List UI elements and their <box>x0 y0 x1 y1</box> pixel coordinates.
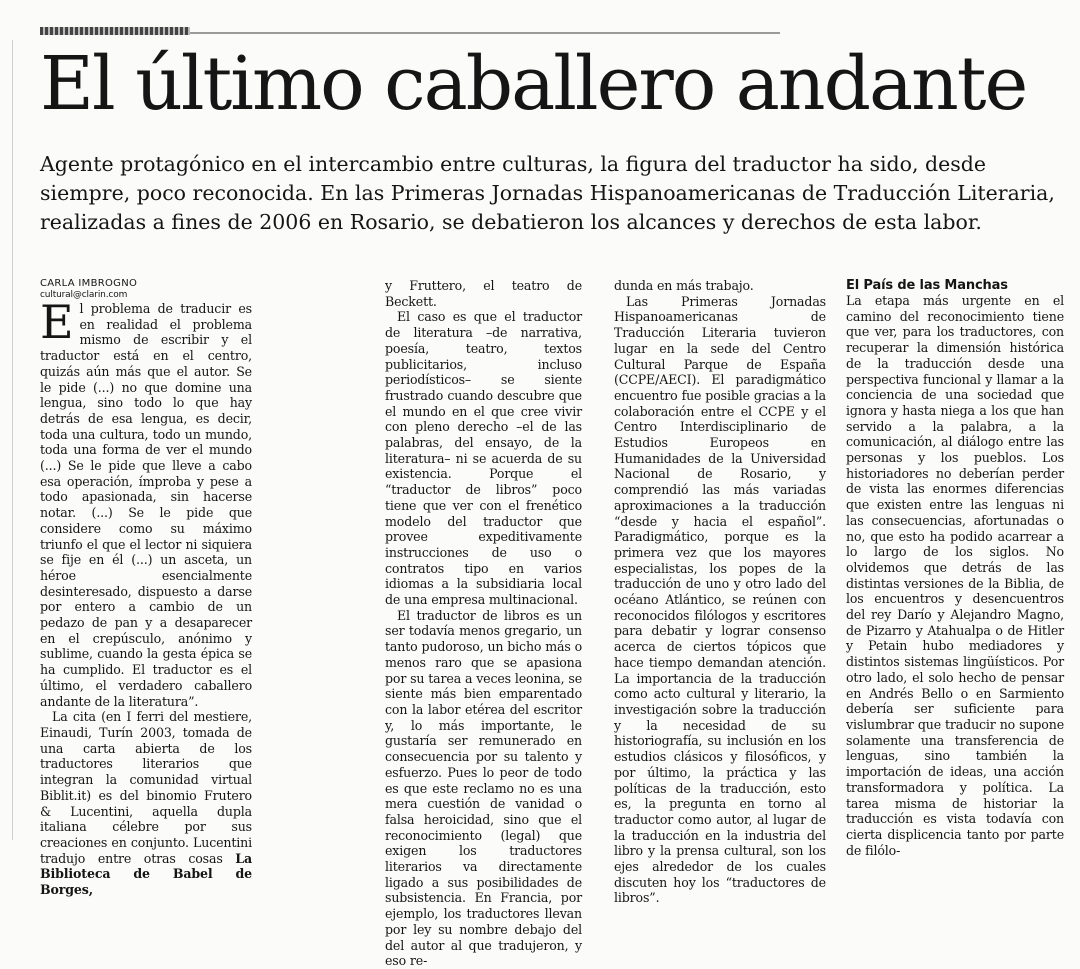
paragraph <box>40 709 252 897</box>
book-title: La Biblioteca de Babel de Borges, <box>40 850 253 898</box>
paragraph: La etapa más urgente en el camino del reconocimiento tiene que ver, para los traductores, con recuperar la dimensión histórica de la traducción desde una perspectiva funcional y llamar a la conciencia de una sociedad que ignora y hasta niega a los que han servido a la palabra, a la comunicación, al diálogo entre las personas y los pueblos. Los historiadores no deberían perder de vista las enormes diferencias que existen entre las lenguas ni las consecuencias, afortunadas o no, que esto ha podido acarrear a lo largo de los siglos. No olvidemos que detrás de las distintas versiones de la Biblia, de los encuentros y desencuentros del rey Darío y Alejandro Magno, de Pizarro y Atahualpa o de Hitler y Petain hubo mediadores y distintos sistemas lingüísticos. Por otro lado, el solo hecho de pensar en Andrés Bello o en Sarmiento debería ser suficiente para vislumbrar que traducir no supone solamente una transferencia de lenguas, sino también la importación de ideas, una acción transformadora y política. La tarea misma de historiar la traducción es vista todavía con cierta displicencia tanto por parte de filólo- <box>846 293 1064 858</box>
paragraph-text: La cita (en I ferri del mestiere, Einaudi, Turín 2003, tomada de una carta abierta de los traductores literarios que integran la comunidad virtual Biblit.it) es del binomio Frutero & Lucentini, aquella dupla italiana célebre por sus creaciones en conjunto. Lucentini tradujo entre otras cosas <box>40 709 252 866</box>
article-column-2 <box>385 278 582 969</box>
page-edge-line <box>12 40 13 840</box>
paragraph: El caso es que el traductor de literatura –de narrativa, poesía, teatro, textos publicitarios, incluso periodísticos– se siente frustrado cuando descubre que el mundo en el que cree vivir con pleno derecho –el de las palabras, del ensayo, de la literatura– ni se acuerda de su existencia. Porque el “traductor de libros” poco tiene que ver con el frenético modelo del traductor que provee expeditivamente instrucciones de uso o contratos tipo en varios idiomas a la subsidiaria local de una empresa multinacional. <box>385 309 582 608</box>
article-column-4 <box>846 278 1064 858</box>
author-email: cultural@clarin.com <box>40 290 128 300</box>
article-column-1 <box>40 278 253 898</box>
paragraph: y Fruttero, el teatro de Beckett. <box>385 278 582 309</box>
paragraph: dunda en más trabajo. <box>614 278 754 293</box>
section-subhead: El País de las Manchas <box>846 278 1008 293</box>
top-rule-ornament <box>40 27 190 35</box>
paragraph: Las Primeras Jornadas Hispanoamericanas de Traducción Literaria tuvieron lugar en la sede del Centro Cultural Parque de España (CCPE/AECI). El paradigmático encuentro fue posible gracias a la colaboración entre el CCPE y el Centro Interdisciplinario de Estudios Europeos en Humanidades de la Universidad Nacional de Rosario, y comprendió las más variadas aproximaciones a la traducción “desde y hacia el español”. Paradigmático, porque es la primera vez que los mayores especialistas, los popes de la traducción de uno y otro lado del océano Atlántico, se reúnen con reconocidos filólogos y escritores para debatir y lograr consenso acerca de ciertos tópicos que hace tiempo demandan atención. La importancia de la traducción como acto cultural y literario, la investigación sobre la traducción y la necesidad de su historiografía, su inclusión en los estudios clásicos y filosóficos, y por último, la práctica y las políticas de la traducción, esto es, la pregunta en torno al traductor como autor, al lugar de la traducción en la industria del libro y la prensa cultural, son los ejes alrededor de los cuales discuten hoy los “traductores de libros”. <box>614 293 826 906</box>
article-deck: Agente protagónico en el intercambio entre culturas, la figura del traductor ha sido, desde siempre, poco reconocida. En las Primeras Jornadas Hispanoamericanas de Traducción Literaria, realizadas a fines de 2006 en Rosario, se debatieron los alcances y derechos de esta labor. <box>40 152 1055 234</box>
author-byline: CARLA IMBROGNO <box>40 278 138 289</box>
paragraph: El traductor de libros es un ser todavía menos gregario, un tanto pudoroso, un bicho más o menos raro que se apasiona por su tarea a veces leonina, se siente más bien emparentado con la labor etérea del escritor y, lo más importante, le gustaría ser remunerado en consecuencia por su talento y esfuerzo. Pues lo peor de todo es que este reclamo no es una mera cuestión de vanidad o falsa heroicidad, sino que el reconocimiento (legal) que exigen los traductores literarios va directamente ligado a sus posibilidades de subsistencia. En Francia, por ejemplo, los traductores llevan por ley su nombre debajo del del autor al que tradujeron, y eso re- <box>385 607 582 969</box>
article-column-3 <box>614 278 826 906</box>
paragraph-text: l problema de traducir es en realidad el problema mismo de escribir y el traductor está en el centro, quizás aún más que el autor. Se le pide (...) no que domine una lengua, sino todo lo que hay detrás de esa lengua, es decir, toda una cultura, todo un mundo, toda una forma de ver el mundo (...) Se le pide que lleve a cabo esa operación, ímproba y pese a todo apasionada, sin hacerse notar. (...) Se le pide que considere como su máximo triunfo el que el lector ni siquiera se fije en él (...) un asceta, un héroe esencialmente desinteresado, dispuesto a darse por entero a cambio de un pedazo de pan y a desaparecer en el crepúsculo, anónimo y sublime, cuando la gesta épica se ha cumplido. El traductor es el último, el verdadero caballero andante de la literatura”. <box>40 301 252 709</box>
headline: El último caballero andante <box>40 41 1027 127</box>
drop-cap: E <box>40 295 74 349</box>
